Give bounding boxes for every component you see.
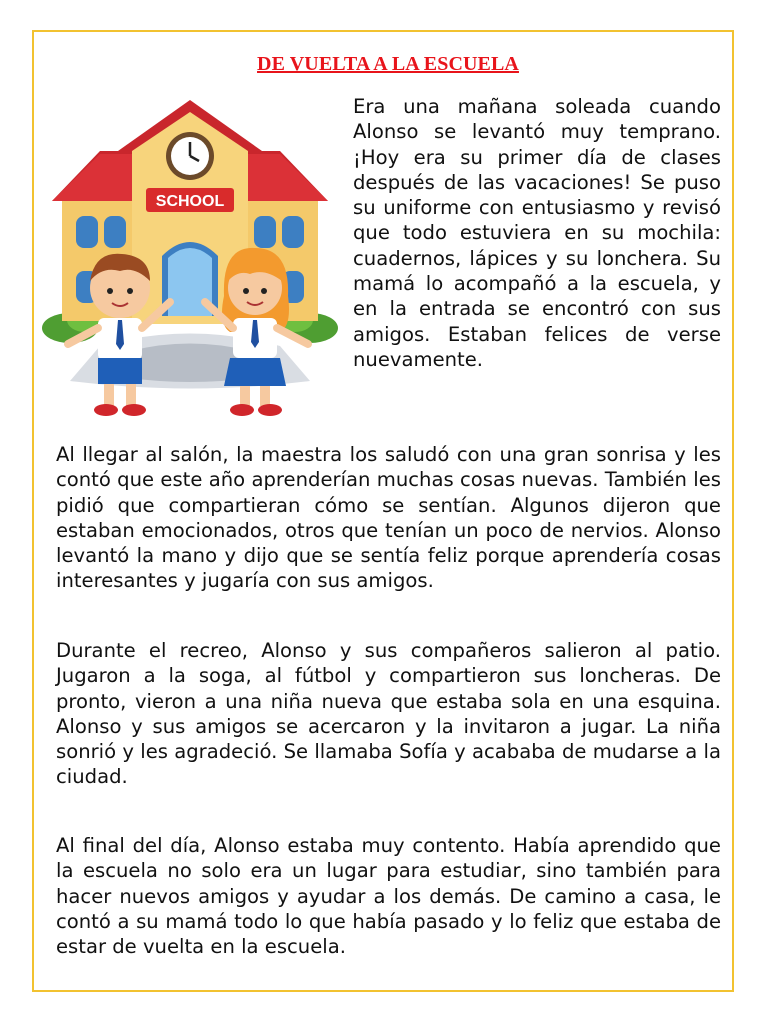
school-sign-text: SCHOOL [155,193,225,210]
paragraph-3: Durante el recreo, Alonso y sus compañeros salieron al patio. Jugaron a la soga, al fútbol y compartieron sus loncheras. De pronto, vieron a una niña nueva que estaba sola en una esquina. Alonso y sus amigos se acercaron y la invitaron a jugar. La niña sonrió y les agradeció. Se llamaba Sofía y acababa de mudarse a la ciudad. [56,639,721,789]
paragraph-4: Al final del día, Alonso estaba muy contento. Había aprendido que la escuela no solo era un lugar para estudiar, sino también para hacer nuevos amigos y ayudar a los demás. De camino a casa, le contó a su mamá todo lo que había pasado y lo feliz que estaba de estar de vuelta en la escuela. [56,834,721,959]
paragraph-1: Era una mañana soleada cuando Alonso se levantó muy temprano. ¡Hoy era su primer día de clases después de las vacaciones! Se puso su uniforme con entusiasmo y revisó que todo estuviera en su mochila: cuadernos, lápices y su lonchera. Su mamá lo acompañó a la escuela, y en la entrada se encontró con sus amigos. Estaban felices de verse nuevamente. [353,95,721,371]
paragraph-2: Al llegar al salón, la maestra los saludó con una gran sonrisa y les contó que este año aprenderían muchas cosas nuevas. También les pidió que compartieran cómo se sentían. Algunos dijeron que estaban emocionados, otros que tenían un poco de nervios. Alonso levantó la mano y dijo que se sentía feliz porque aprendería cosas interesantes y jugaría con sus amigos. [56,443,721,593]
school-illustration [40,96,340,430]
document-title: DE VUELTA A LA ESCUELA [257,53,519,75]
